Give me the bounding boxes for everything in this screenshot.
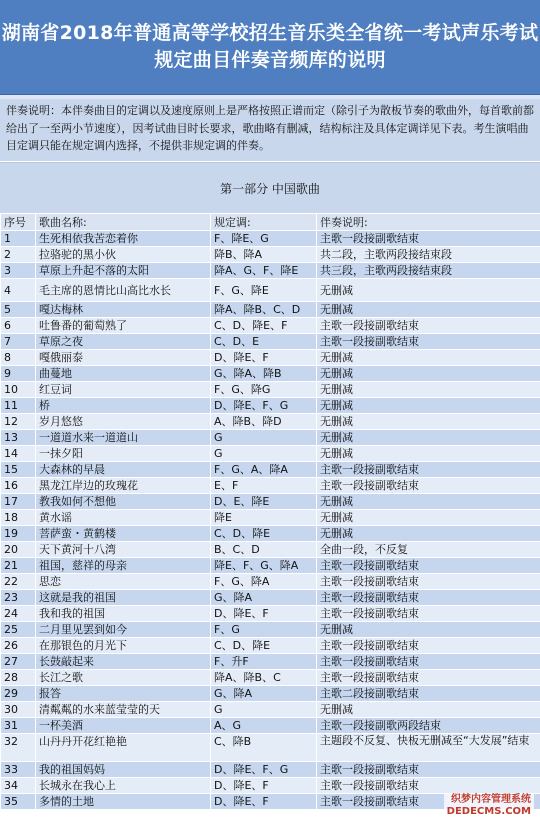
accompaniment-note: 主歌一段接副歌结束	[317, 334, 540, 350]
key: 降E	[211, 510, 317, 526]
song-table	[0, 213, 540, 810]
watermark-line-1: 织梦内容管理系统	[451, 794, 531, 805]
key: G	[211, 446, 317, 462]
accompaniment-note: 全曲一段，不反复	[317, 542, 540, 558]
table-row	[1, 350, 540, 366]
table-row	[1, 247, 540, 263]
key: F、降E、G	[211, 231, 317, 247]
table-row	[1, 494, 540, 510]
accompaniment-note: 无删减	[317, 414, 540, 430]
accompaniment-note: 主歌一段接副歌结束	[317, 590, 540, 606]
song-name: 长鼓敲起来	[36, 654, 211, 670]
song-name: 长江之歌	[36, 670, 211, 686]
header-notes: 伴奏说明:	[317, 214, 540, 231]
row-number: 10	[1, 382, 36, 398]
row-number: 31	[1, 718, 36, 734]
table-row	[1, 318, 540, 334]
song-name: 嘎俄丽泰	[36, 350, 211, 366]
table-row	[1, 778, 540, 794]
song-name: 吐鲁番的葡萄熟了	[36, 318, 211, 334]
song-name: 生死相依我苦恋着你	[36, 231, 211, 247]
accompaniment-note: 主歌一段接副歌两段结束	[317, 718, 540, 734]
key: C、降B	[211, 734, 317, 762]
table-row	[1, 446, 540, 462]
row-number: 19	[1, 526, 36, 542]
row-number: 26	[1, 638, 36, 654]
accompaniment-note: 主歌一段接副歌结束	[317, 478, 540, 494]
accompaniment-note: 无删减	[317, 702, 540, 718]
section-title: 第一部分 中国歌曲	[0, 162, 540, 214]
accompaniment-note: 主歌一段接副歌结束	[317, 606, 540, 622]
title-line-1: 湖南省2018年普通高等学校招生音乐类全省统一考试声乐考试	[1, 22, 539, 44]
key: D、降E、F	[211, 778, 317, 794]
accompaniment-note: 主歌一段接副歌结束	[317, 558, 540, 574]
key: D、降E、F	[211, 794, 317, 810]
key: D、降E、F	[211, 350, 317, 366]
row-number: 32	[1, 734, 36, 762]
song-name: 菩萨蛮・黄鹤楼	[36, 526, 211, 542]
song-name: 一抹夕阳	[36, 446, 211, 462]
accompaniment-note: 主歌一段接副歌结束	[317, 574, 540, 590]
song-name: 我的祖国妈妈	[36, 762, 211, 778]
key: E、F	[211, 478, 317, 494]
accompaniment-note: 主歌一段接副歌结束	[317, 462, 540, 478]
row-number: 17	[1, 494, 36, 510]
row-number: 29	[1, 686, 36, 702]
accompaniment-note: 共三段，主歌两段接结束段	[317, 263, 540, 279]
song-name: 我和我的祖国	[36, 606, 211, 622]
watermark-line-2: DEDECMS.COM	[446, 806, 531, 817]
row-number: 34	[1, 778, 36, 794]
accompaniment-note: 无删减	[317, 622, 540, 638]
accompaniment-note: 主歌一段接副歌结束	[317, 762, 540, 778]
song-name: 天下黄河十八湾	[36, 542, 211, 558]
table-row	[1, 279, 540, 302]
row-number: 18	[1, 510, 36, 526]
row-number: 12	[1, 414, 36, 430]
accompaniment-note: 无删减	[317, 526, 540, 542]
song-name: 黄水谣	[36, 510, 211, 526]
row-number: 1	[1, 231, 36, 247]
key: C、D、降E	[211, 638, 317, 654]
accompaniment-note: 主歌一段接副歌结束	[317, 638, 540, 654]
song-name: 红豆词	[36, 382, 211, 398]
song-name: 拉骆驼的黑小伙	[36, 247, 211, 263]
table-row	[1, 718, 540, 734]
accompaniment-note: 主歌一段接副歌结束	[317, 670, 540, 686]
title-line-2: 规定曲目伴奏音频库的说明	[154, 49, 386, 71]
key: F、G、降G	[211, 382, 317, 398]
table-row	[1, 606, 540, 622]
song-name: 思恋	[36, 574, 211, 590]
accompaniment-note: 无删减	[317, 398, 540, 414]
title-banner	[0, 0, 540, 95]
key: F、升F	[211, 654, 317, 670]
table-row	[1, 366, 540, 382]
table-row	[1, 334, 540, 350]
key: F、G、降A	[211, 574, 317, 590]
key: 降A、G、F、降E	[211, 263, 317, 279]
accompaniment-note: 无删减	[317, 382, 540, 398]
row-number: 28	[1, 670, 36, 686]
song-name: 黑龙江岸边的玫瑰花	[36, 478, 211, 494]
row-number: 2	[1, 247, 36, 263]
key: D、E、降E	[211, 494, 317, 510]
song-name: 草原之夜	[36, 334, 211, 350]
song-name: 曲蔓地	[36, 366, 211, 382]
accompaniment-note: 主歌一段接副歌结束	[317, 231, 540, 247]
accompaniment-note: 无删减	[317, 366, 540, 382]
accompaniment-note: 主歌一段接副歌结束	[317, 654, 540, 670]
row-number: 11	[1, 398, 36, 414]
accompaniment-note: 无删减	[317, 430, 540, 446]
song-name: 二月里见罢到如今	[36, 622, 211, 638]
table-row	[1, 382, 540, 398]
table-row	[1, 430, 540, 446]
key: A、G	[211, 718, 317, 734]
key: G	[211, 430, 317, 446]
row-number: 25	[1, 622, 36, 638]
key: 降B、降A	[211, 247, 317, 263]
song-name: 在那银色的月光下	[36, 638, 211, 654]
song-name: 祖国，慈祥的母亲	[36, 558, 211, 574]
key: G	[211, 702, 317, 718]
song-name: 岁月悠悠	[36, 414, 211, 430]
key: 降A、降B、C、D	[211, 302, 317, 318]
accompaniment-note: 无删减	[317, 494, 540, 510]
accompaniment-note: 无删减	[317, 446, 540, 462]
table-row	[1, 263, 540, 279]
accompaniment-note: 无删减	[317, 279, 540, 302]
row-number: 24	[1, 606, 36, 622]
row-number: 7	[1, 334, 36, 350]
row-number: 3	[1, 263, 36, 279]
table-row	[1, 526, 540, 542]
table-header-row	[1, 214, 540, 231]
row-number: 4	[1, 279, 36, 302]
row-number: 20	[1, 542, 36, 558]
key: D、降E、F	[211, 606, 317, 622]
key: A、降B、降D	[211, 414, 317, 430]
row-number: 9	[1, 366, 36, 382]
table-row	[1, 558, 540, 574]
table-row	[1, 478, 540, 494]
song-name: 大森林的早晨	[36, 462, 211, 478]
row-number: 33	[1, 762, 36, 778]
song-name: 教我如何不想他	[36, 494, 211, 510]
key: D、降E、F、G	[211, 762, 317, 778]
row-number: 6	[1, 318, 36, 334]
table-row	[1, 670, 540, 686]
accompaniment-note: 无删减	[317, 510, 540, 526]
accompaniment-note: 主歌二段接副歌结束	[317, 686, 540, 702]
table-row	[1, 762, 540, 778]
key: G、降A、降B	[211, 366, 317, 382]
key: F、G	[211, 622, 317, 638]
table-row	[1, 734, 540, 762]
table-row	[1, 654, 540, 670]
row-number: 15	[1, 462, 36, 478]
accompaniment-note: 主歌一段接副歌结束	[317, 794, 540, 810]
key: 降E、F、G、降A	[211, 558, 317, 574]
key: C、D、降E	[211, 526, 317, 542]
table-row	[1, 702, 540, 718]
song-name: 草原上升起不落的太阳	[36, 263, 211, 279]
row-number: 8	[1, 350, 36, 366]
watermark-logo	[444, 793, 534, 819]
accompaniment-notes: 伴奏说明：本伴奏曲目的定调以及速度原则上是严格按照正谱而定（除引子为散板节奏的歌曲外，每首歌前都给出了一至两小节速度），因考试曲目时长要求，歌曲略有删减，结构标注及具体定调详见下表。考生演唱曲目定调只能在规定调内选择，不提供非规定调的伴奏。	[0, 99, 540, 161]
row-number: 35	[1, 794, 36, 810]
song-name: 报答	[36, 686, 211, 702]
key: F、G、A、降A	[211, 462, 317, 478]
row-number: 27	[1, 654, 36, 670]
row-number: 16	[1, 478, 36, 494]
song-name: 桥	[36, 398, 211, 414]
header-song-name: 歌曲名称:	[36, 214, 211, 231]
accompaniment-note: 主歌一段接副歌结束	[317, 318, 540, 334]
song-name: 毛主席的恩情比山高比水长	[36, 279, 211, 302]
header-key: 规定调:	[211, 214, 317, 231]
table-row	[1, 686, 540, 702]
row-number: 14	[1, 446, 36, 462]
table-row	[1, 590, 540, 606]
table-row	[1, 302, 540, 318]
row-number: 22	[1, 574, 36, 590]
key: B、C、D	[211, 542, 317, 558]
accompaniment-note: 无删减	[317, 350, 540, 366]
song-name: 一杯美酒	[36, 718, 211, 734]
song-name: 这就是我的祖国	[36, 590, 211, 606]
table-row	[1, 574, 540, 590]
song-name: 山丹丹开花红艳艳	[36, 734, 211, 762]
song-name: 长城永在我心上	[36, 778, 211, 794]
song-name: 多情的土地	[36, 794, 211, 810]
accompaniment-note: 共二段，主歌两段接结束段	[317, 247, 540, 263]
table-row	[1, 462, 540, 478]
key: C、D、E	[211, 334, 317, 350]
row-number: 5	[1, 302, 36, 318]
table-row	[1, 510, 540, 526]
table-row	[1, 414, 540, 430]
row-number: 23	[1, 590, 36, 606]
accompaniment-note: 主歌一段接副歌结束	[317, 778, 540, 794]
song-name: 清粼粼的水来蓝莹莹的天	[36, 702, 211, 718]
key: D、降E、F、G	[211, 398, 317, 414]
table-row	[1, 231, 540, 247]
key: F、G、降E	[211, 279, 317, 302]
table-row	[1, 398, 540, 414]
accompaniment-note: 无删减	[317, 302, 540, 318]
song-name: 一道道水来一道道山	[36, 430, 211, 446]
row-number: 13	[1, 430, 36, 446]
row-number: 30	[1, 702, 36, 718]
key: G、降A	[211, 590, 317, 606]
key: 降A、降B、C	[211, 670, 317, 686]
header-number: 序号	[1, 214, 36, 231]
table-row	[1, 622, 540, 638]
key: C、D、降E、F	[211, 318, 317, 334]
song-name: 嘎达梅林	[36, 302, 211, 318]
accompaniment-note: 主题段不反复、快板无删减至“大发展”结束	[317, 734, 540, 762]
key: G、降A	[211, 686, 317, 702]
table-row	[1, 542, 540, 558]
row-number: 21	[1, 558, 36, 574]
table-row	[1, 638, 540, 654]
